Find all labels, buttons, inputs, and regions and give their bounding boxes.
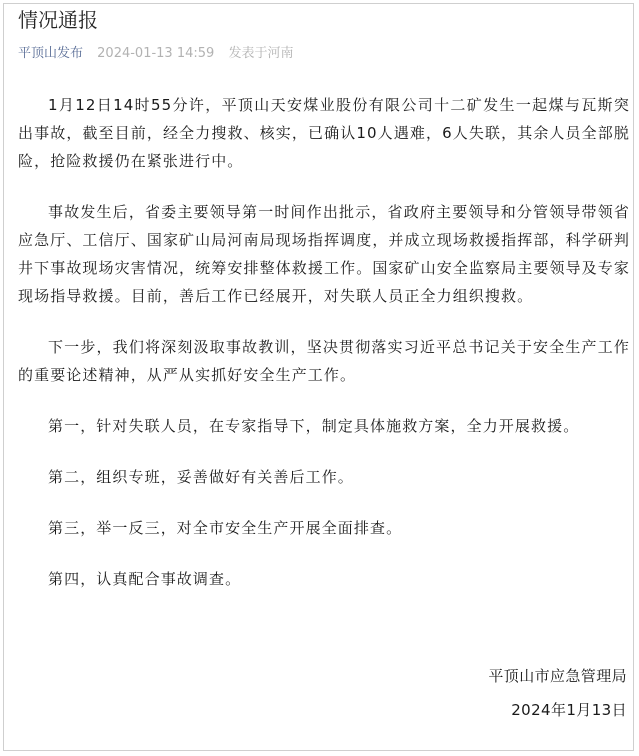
paragraph-step-2: 第二，组织专班，妥善做好有关善后工作。 xyxy=(48,468,354,486)
paragraph-step-3: 第三，举一反三，对全市安全生产开展全面排查。 xyxy=(48,519,403,537)
publish-location: 发表于河南 xyxy=(228,46,294,61)
paragraph-incident: 1月12日14时55分许，平顶山天安煤业股份有限公司十二矿发生一起煤与瓦斯突出事故，截至目前，经全力搜救、核实，已确认10人遇难，6人失联，其余人员全部脱险，抢险救援仍在紧张进行中。 xyxy=(18,96,630,170)
signature-organization: 平顶山市应急管理局 xyxy=(488,667,627,685)
article-title: 情况通报 xyxy=(18,8,98,32)
publish-time: 2024-01-13 14:59 xyxy=(97,46,215,61)
account-name-link[interactable]: 平顶山发布 xyxy=(18,46,84,61)
paragraph-step-1: 第一，针对失联人员，在专家指导下，制定具体施救方案，全力开展救援。 xyxy=(48,417,580,435)
signature-date: 2024年1月13日 xyxy=(511,701,627,719)
article-meta xyxy=(18,44,293,64)
paragraph-step-4: 第四，认真配合事故调查。 xyxy=(48,570,242,588)
paragraph-next-steps: 下一步，我们将深刻汲取事故教训，坚决贯彻落实习近平总书记关于安全生产工作的重要论述精神，从严从实抓好安全生产工作。 xyxy=(18,338,630,384)
paragraph-response: 事故发生后，省委主要领导第一时间作出批示，省政府主要领导和分管领导带领省应急厅、工信厅、国家矿山局河南局现场指挥调度，并成立现场救援指挥部，科学研判井下事故现场灾害情况，统筹安排整体救援工作。国家矿山安全监察局主要领导及专家现场指导救援。目前，善后工作已经展开，对失联人员正全力组织搜救。 xyxy=(18,203,630,305)
article-body xyxy=(18,91,630,616)
